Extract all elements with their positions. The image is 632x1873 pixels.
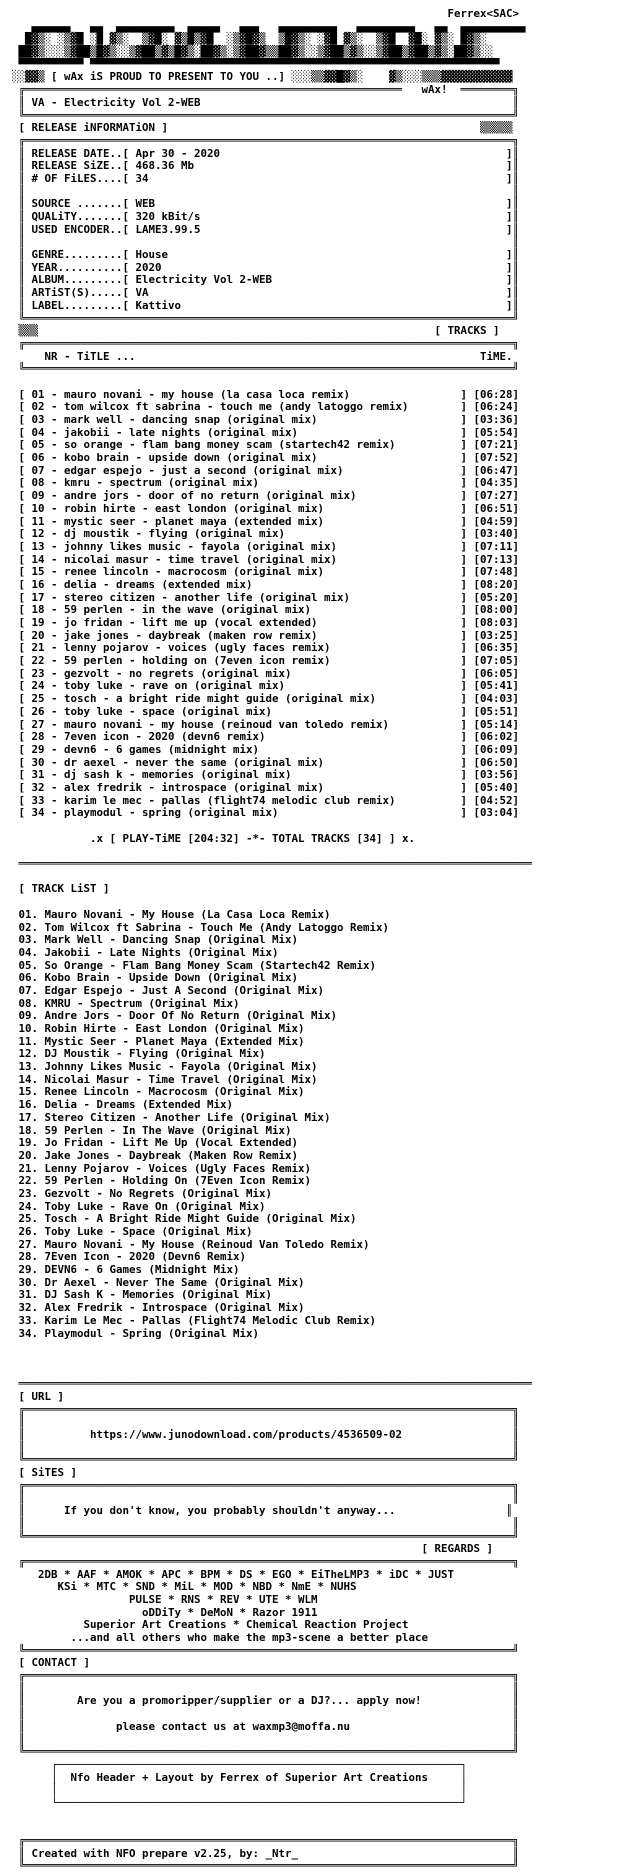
nfo-line: ╚═══════════════════════════════════════════════════════════════════════════╝ — [12, 1859, 520, 1873]
nfo-line: [ 04 - jakobii - late nights (original mix) ] [05:54] — [12, 425, 520, 439]
nfo-line: Ferrex<SAC> — [12, 7, 520, 20]
nfo-line: ║ ║ — [12, 184, 520, 198]
nfo-line: ║ ║ — [12, 1516, 520, 1530]
nfo-line: ║ Created with NFO prepare v2.25, by: _Ntr_ ║ — [12, 1846, 520, 1860]
nfo-line: └──────────────────────────────────────────────────────────────┘ — [12, 1795, 520, 1809]
nfo-line: 03. Mark Well - Dancing Snap (Original Mix) — [12, 933, 526, 947]
nfo-line: [ 09 - andre jors - door of no return (original mix) ] [07:27] — [12, 489, 520, 503]
nfo-line: [ 05 - so orange - flam bang money scam (startech42 remix) ] [07:21] — [12, 438, 520, 452]
nfo-line: ╔═══════════════════════════════════════════════════════════════════════════╗ — [12, 1669, 520, 1683]
nfo-line: ║ ║ — [12, 1440, 520, 1454]
nfo-line: 01. Mauro Novani - My House (La Casa Loca Remix) — [12, 907, 526, 921]
nfo-line: [ 03 - mark well - dancing snap (original mix) ] [03:36] — [12, 413, 520, 426]
nfo-line: [ 14 - nicolai masur - time travel (original mix) ] [07:13] — [12, 552, 520, 566]
nfo-line: ╚═══════════════════════════════════════════════════════════════════════════╝ — [12, 311, 520, 325]
nfo-line: 19. Jo Fridan - Lift Me Up (Vocal Extended) — [12, 1136, 526, 1150]
nfo-line: 15. Renee Lincoln - Macrocosm (Original Mix) — [12, 1085, 526, 1099]
nfo-line: ║ ║ — [12, 1732, 520, 1746]
nfo-line: ║ RELEASE DATE..[ Apr 30 - 2020 ]║ — [12, 146, 520, 160]
nfo-line: [ 22 - 59 perlen - holding on (7even icon remix) ] [07:05] — [12, 654, 520, 668]
nfo-line: [ CONTACT ] — [12, 1656, 526, 1670]
nfo-line — [12, 820, 622, 833]
nfo-line: 2DB * AAF * AMOK * APC * BPM * DS * EGO * EiTheLMP3 * iDC * JUST — [12, 1567, 520, 1581]
nfo-line: ╔═══════════════════════════════════════════════════════════════════════════╗ — [12, 1402, 520, 1416]
nfo-line: 21. Lenny Pojarov - Voices (Ugly Faces Remix) — [12, 1161, 526, 1175]
nfo-line: [ RELEASE iNFORMATiON ] ▒▒▒▒▒ — [12, 121, 513, 135]
nfo-line: ╚═══════════════════════════════════════════════════════════════════════════╝ — [12, 1745, 520, 1759]
nfo-line: ╚═══════════════════════════════════════════════════════════════════════════╝ — [12, 1643, 520, 1657]
nfo-line: [ 16 - delia - dreams (extended mix) ] [08:20] — [12, 577, 520, 591]
nfo-line: ╔═══════════════════════════════════════════════════════════════════════════╗ — [12, 336, 520, 350]
nfo-line: [ TRACK LiST ] — [12, 882, 526, 896]
nfo-line: █▓▒░ ░▒▓█ ░█ ▓▒░ ▒▓█░ ▓▒█▒▓█ ░▒▓█▓▒ ▒█▓▒░ ░▓█ ▓▒░ ▒▓█ ▓█░ ▓▒░ █▓▒░ — [12, 32, 500, 46]
nfo-line: ║ ║ — [12, 1707, 520, 1721]
nfo-line: ╔═══════════════════════════════════════════════════════════════════════════╗ — [12, 1834, 520, 1847]
nfo-line[interactable]: ║ https://www.junodownload.com/products/4536509-02 ║ — [12, 1428, 520, 1441]
nfo-line: [ 28 - 7even icon - 2020 (devn6 remix) ] [06:02] — [12, 730, 520, 744]
nfo-line: 22. 59 Perlen - Holding On (7Even Icon Remix) — [12, 1174, 526, 1188]
nfo-line: ║ ║ — [12, 235, 520, 249]
nfo-line: [ 12 - dj moustik - flying (original mix) ] [03:40] — [12, 527, 520, 541]
nfo-line: [ 13 - johnny likes music - fayola (original mix) ] [07:11] — [12, 539, 520, 553]
nfo-line: ║ SOURCE .......[ WEB ]║ — [12, 197, 520, 211]
nfo-line: 11. Mystic Seer - Planet Maya (Extended Mix) — [12, 1034, 526, 1048]
nfo-line: ║ ARTiST(S).....[ VA ]║ — [12, 286, 520, 300]
nfo-line: 05. So Orange - Flam Bang Money Scam (Startech42 Remix) — [12, 958, 526, 972]
nfo-line: │ Nfo Header + Layout by Ferrex of Superior Art Creations │ — [12, 1770, 520, 1784]
nfo-line: 07. Edgar Espejo - Just A Second (Original Mix) — [12, 983, 526, 997]
nfo-line: 20. Jake Jones - Daybreak (Maken Row Remix) — [12, 1148, 526, 1162]
nfo-line: oDDiTy * DeMoN * Razor 1911 — [12, 1605, 526, 1619]
nfo-line: 12. DJ Moustik - Flying (Original Mix) — [12, 1047, 526, 1061]
nfo-line: ╔═══════════════════════════════════════════════════════════════════════════╗ — [12, 133, 520, 147]
nfo-line: ║ LABEL.........[ Kattivo ]║ — [12, 298, 520, 312]
nfo-line: 26. Toby Luke - Space (Original Mix) — [12, 1225, 526, 1238]
nfo-line: 33. Karim Le Mec - Pallas (Flight74 Melodic Club Remix) — [12, 1313, 526, 1327]
nfo-line: [ 31 - dj sash k - memories (original mix) ] [03:56] — [12, 768, 520, 782]
nfo-line: 23. Gezvolt - No Regrets (Original Mix) — [12, 1186, 526, 1200]
nfo-line: 10. Robin Hirte - East London (Original Mix) — [12, 1022, 526, 1035]
nfo-line: ║ ║ — [12, 1491, 520, 1505]
nfo-line: [ 17 - stereo citizen - another life (original mix) ] [05:20] — [12, 590, 520, 604]
nfo-line: [ 08 - kmru - spectrum (original mix) ] [04:35] — [12, 476, 520, 490]
nfo-line: 09. Andre Jors - Door Of No Return (Original Mix) — [12, 1009, 526, 1023]
nfo-line: KSi * MTC * SND * MiL * MOD * NBD * NmE * NUHS — [12, 1580, 526, 1594]
nfo-line: ║ # OF FiLES....[ 34 ]║ — [12, 171, 520, 185]
nfo-line: ╔═══════════════════════════════════════════════════════════════════════════╗ — [12, 1554, 520, 1568]
nfo-line: Superior Art Creations * Chemical Reaction Project — [12, 1618, 526, 1632]
nfo-line: ╚═══════════════════════════════════════════════════════════════════════════╝ — [12, 1453, 520, 1467]
nfo-line — [12, 1340, 622, 1353]
nfo-line: [ 32 - alex fredrik - introspace (original mix) ] [05:40] — [12, 780, 520, 794]
nfo-line: [ 23 - gezvolt - no regrets (original mix) ] [06:05] — [12, 666, 520, 680]
nfo-line: 25. Tosch - A Bright Ride Might Guide (Original Mix) — [12, 1212, 526, 1226]
nfo-line: [ URL ] — [12, 1389, 526, 1403]
nfo-line: NR - TiTLE ... TiME. — [12, 349, 520, 363]
nfo-line: [ 20 - jake jones - daybreak (maken row remix) ] [03:25] — [12, 628, 520, 642]
nfo-line: 13. Johnny Likes Music - Fayola (Original Mix) — [12, 1060, 526, 1074]
nfo-line: ╚═══════════════════════════════════════════════════════════════════════════╝ — [12, 1529, 520, 1543]
nfo-line: ╚═══════════════════════════════════════════════════════════════════════════╝ — [12, 362, 520, 376]
nfo-line: [ 01 - mauro novani - my house (la casa loca remix) ] [06:28] — [12, 387, 520, 401]
nfo-line: [ 10 - robin hirte - east london (original mix) ] [06:51] — [12, 501, 520, 515]
nfo-line: [ 19 - jo fridan - lift me up (vocal extended) ] [08:03] — [12, 616, 520, 629]
nfo-line: ▄▄▄▄▄▄ ▄▄ ▄▄▄▄▄▄▄▄▄ ▄▄▄▄▄ ▄▄▄ ▄▄▄▄▄▄▄▄▄ ▄▄▄▄▄▄▄▄▄ ▄▄ ▄▄▄▄▄▄▄▄▄▄ — [12, 19, 533, 33]
nfo-line: ║ QUALiTY.......[ 320 kBit/s ]║ — [12, 210, 520, 223]
nfo-line: ║ ║ — [12, 1681, 520, 1695]
nfo-line: .x [ PLAY-TiME [204:32] -*- TOTAL TRACKS [34] ] x. — [12, 831, 520, 845]
nfo-line: 18. 59 Perlen - In The Wave (Original Mix) — [12, 1123, 526, 1137]
nfo-line: 29. DEVN6 - 6 Games (Midnight Mix) — [12, 1263, 526, 1277]
nfo-line: ║ RELEASE SiZE..[ 468.36 Mb ]║ — [12, 159, 520, 173]
nfo-line: 14. Nicolai Masur - Time Travel (Original Mix) — [12, 1072, 526, 1086]
nfo-line: [ 24 - toby luke - rave on (original mix) ] [05:41] — [12, 679, 520, 693]
nfo-line: ║ ALBUM.........[ Electricity Vol 2-WEB ]║ — [12, 273, 520, 287]
nfo-line: 02. Tom Wilcox ft Sabrina - Touch Me (Andy Latoggo Remix) — [12, 920, 526, 934]
nfo-line: 17. Stereo Citizen - Another Life (Original Mix) — [12, 1110, 526, 1124]
nfo-line: [ REGARDS ] — [12, 1542, 513, 1556]
nfo-line: ██▓▒░░░▒▓██▒█▓▒░░▒▓██▒▓▒█▓▒░██▓▒░▒▓██▓▒▒██▓▒░░▒▓██▒▓▒░░▒▓██▒▓██▒▓▒░██▓▒░░ — [12, 45, 500, 59]
nfo-line: [ 27 - mauro novani - my house (reinoud van toledo remix) ] [05:14] — [12, 717, 520, 731]
nfo-line: [ SiTES ] — [12, 1466, 526, 1480]
nfo-line: ═══════════════════════════════════════════════════════════════════════════════ — [12, 1377, 533, 1391]
nfo-line: ░░▓▓▒ [ wAx iS PROUD TO PRESENT TO YOU ..] ░░░▒▒▓▓█▓▒░ ▓▒░░░▒▒▒▓▓▓▓▓▓▓▓▓▓▓ — [12, 70, 513, 84]
nfo-line: 31. DJ Sash K - Memories (Original Mix) — [12, 1288, 526, 1302]
nfo-line: 08. KMRU - Spectrum (Original Mix) — [12, 996, 526, 1010]
nfo-line: [ 07 - edgar espejo - just a second (original mix) ] [06:47] — [12, 463, 520, 477]
nfo-line: ▒▒▒ [ TRACKS ] — [12, 324, 513, 338]
nfo-line: ═══════════════════════════════════════════════════════════════════════════════ — [12, 857, 533, 871]
nfo-line: ║ VA - Electricity Vol 2-WEB ║ — [12, 95, 520, 109]
nfo-line: [ 33 - karim le mec - pallas (flight74 melodic club remix) ] [04:52] — [12, 793, 520, 807]
nfo-line: [ 25 - tosch - a bright ride might guide (original mix) ] [04:03] — [12, 692, 520, 706]
nfo-line: 32. Alex Fredrik - Introspace (Original Mix) — [12, 1301, 526, 1315]
nfo-line: ║ ║ — [12, 1415, 520, 1429]
nfo-line: 04. Jakobii - Late Nights (Original Mix) — [12, 945, 526, 959]
nfo-line: 34. Playmodul - Spring (Original Mix) — [12, 1326, 526, 1340]
nfo-line: 06. Kobo Brain - Upside Down (Original Mix) — [12, 971, 526, 985]
nfo-line: [ 18 - 59 perlen - in the wave (original mix) ] [08:00] — [12, 603, 520, 617]
nfo-line: ┌──────────────────────────────────────────────────────────────┐ — [12, 1757, 520, 1771]
nfo-line: PULSE * RNS * REV * UTE * WLM — [12, 1592, 526, 1606]
nfo-line: │ │ — [12, 1783, 520, 1797]
nfo-line — [12, 1353, 622, 1366]
nfo-line: 28. 7Even Icon - 2020 (Devn6 Remix) — [12, 1250, 526, 1264]
nfo-line: ▀▀▀▀▀▀▀▀▀▀ ▀▀▀▀▀▀▀▀▀▀▀▀▀▀▀▀▀▀▀▀▀▀▀▀▀▀▀▀▀▀▀▀▀▀▀▀▀▀▀▀▀▀▀▀▀▀▀▀▀▀▀▀▀▀▀▀▀▀▀▀▀▀▀ — [12, 57, 507, 71]
nfo-line: [ 29 - devn6 - 6 games (midnight mix) ] [06:09] — [12, 742, 520, 756]
nfo-line: ║ GENRE.........[ House ]║ — [12, 248, 520, 262]
nfo-line: 24. Toby Luke - Rave On (Original Mix) — [12, 1199, 526, 1213]
nfo-line: [ 02 - tom wilcox ft sabrina - touch me (andy latoggo remix) ] [06:24] — [12, 400, 520, 414]
nfo-line: [ 15 - renee lincoln - macrocosm (original mix) ] [07:48] — [12, 565, 520, 579]
nfo-line: ╔═══════════════════════════════════════════════════════════════════════════╗ — [12, 1478, 520, 1492]
nfo-document — [12, 8, 622, 1873]
nfo-line: 30. Dr Aexel - Never The Same (Original Mix) — [12, 1275, 526, 1289]
nfo-line[interactable]: ║ please contact us at waxmp3@moffa.nu ║ — [12, 1719, 520, 1733]
nfo-line: ╔══════════════════════════════════════════════════════════ wAx! ════════╗ — [12, 83, 520, 97]
nfo-line — [12, 896, 622, 909]
nfo-line: [ 34 - playmodul - spring (original mix) ] [03:04] — [12, 806, 520, 820]
nfo-line: 16. Delia - Dreams (Extended Mix) — [12, 1098, 526, 1112]
nfo-line: ║ USED ENCODER..[ LAME3.99.5 ]║ — [12, 222, 520, 236]
nfo-line: [ 11 - mystic seer - planet maya (extended mix) ] [04:59] — [12, 514, 520, 528]
nfo-line: ║ If you don't know, you probably shouldn't anyway... ║ — [12, 1504, 513, 1518]
nfo-line: [ 21 - lenny pojarov - voices (ugly faces remix) ] [06:35] — [12, 641, 520, 655]
nfo-line — [12, 376, 622, 389]
nfo-line: [ 06 - kobo brain - upside down (original mix) ] [07:52] — [12, 451, 520, 465]
nfo-line: ║ Are you a promoripper/supplier or a DJ?... apply now! ║ — [12, 1694, 520, 1708]
nfo-line: 27. Mauro Novani - My House (Reinoud Van Toledo Remix) — [12, 1237, 526, 1251]
nfo-line: [ 26 - toby luke - space (original mix) ] [05:51] — [12, 704, 520, 718]
nfo-line: ...and all others who make the mp3-scene a better place — [12, 1631, 526, 1644]
nfo-line: ╚═══════════════════════════════════════════════════════════════════════════╝ — [12, 108, 520, 122]
nfo-line: ║ YEAR..........[ 2020 ]║ — [12, 260, 520, 274]
nfo-line: [ 30 - dr aexel - never the same (original mix) ] [06:50] — [12, 755, 520, 769]
